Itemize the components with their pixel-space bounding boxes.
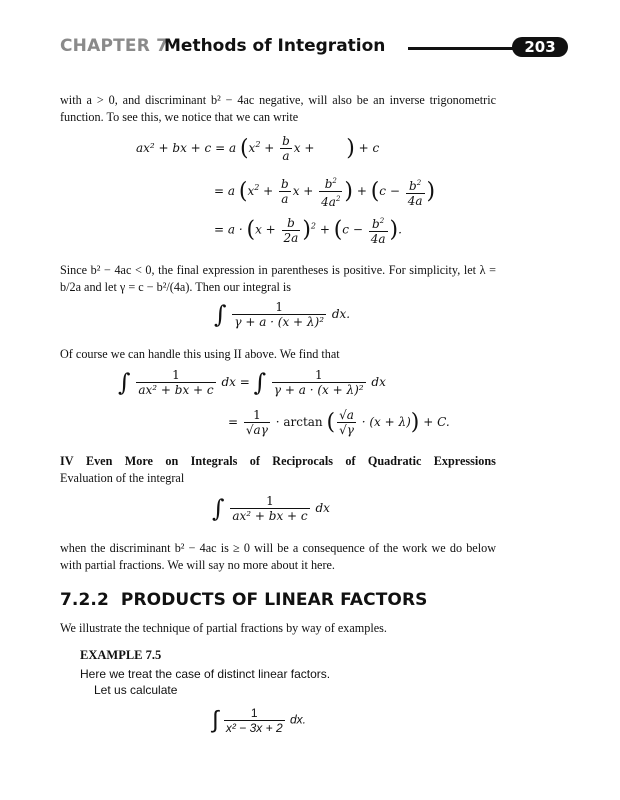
equation-integral-3: ∫ $\frac{1}{\text{ax² + bx + c}}$ dx <box>212 494 330 523</box>
subsection-heading: IV Even More on Integrals of Reciprocals of Quadratic Expressions <box>60 454 496 468</box>
example-label: EXAMPLE 7.5 <box>80 648 162 662</box>
paragraph-6: We illustrate the technique of partial fractions by way of examples. <box>60 621 387 635</box>
equation-integral-2: ∫ $\frac{1}{\text{ax² + bx + c}}$ dx = ∫ $\frac{1}{\text{γ + a · (x + λ)²}}$ dx <box>118 368 386 397</box>
eq1-tail: + c <box>358 141 380 155</box>
equation-line-3: = a · (x + $\frac{b}{2a}$ )$^2$ + (c − $\frac{b^2}{4a}$ ). <box>214 215 402 246</box>
paragraph-4: Evaluation of the integral <box>60 471 185 485</box>
section-heading: 7.2.2 PRODUCTS OF LINEAR FACTORS <box>60 590 428 610</box>
paragraph-2: Since b² − 4ac < 0, the final expression in parentheses is positive. For simplicity, let λ = b/2a and let γ = c − b²/(4a). Then our integral is <box>60 263 496 294</box>
paragraph-5: when the discriminant b² − 4ac is ≥ 0 will be a consequence of the work we do below with partial fractions. We will say no more about it here. <box>60 541 496 572</box>
page-number: 203 <box>512 37 568 57</box>
fraction-b-over-a: $\frac{b}{a}$ <box>282 134 290 163</box>
equation-line-1: ax² + bx + c = a ($x^2$ + $\frac{b}{a}$ x + ) + c <box>136 134 380 163</box>
paragraph-3: Of course we can handle this using II above. We find that <box>60 347 340 361</box>
chapter-label: CHAPTER 7 <box>60 36 169 56</box>
chapter-title: Methods of Integration <box>164 36 386 56</box>
eq1-lhs: ax² + bx + c = a <box>136 141 237 155</box>
equation-integral-1: ∫ $\frac{1}{\text{γ + a · (x + λ)²}}$ dx. <box>214 300 351 329</box>
eq3-lead: = a · <box>214 222 243 237</box>
page-header <box>60 36 568 62</box>
equation-arctan: = $\frac{1}{√a\gamma}$ · arctan ( $\frac{√a}{√\gamma}$ · (x + λ)) + C. <box>228 408 450 437</box>
header-rule <box>408 47 528 50</box>
example-line-1: Here we treat the case of distinct linear factors. <box>80 667 331 681</box>
equation-integral-4: ∫ $\frac{1}{\text{x² − 3x + 2}}$ dx. <box>212 706 306 735</box>
equation-line-2: = a ($x^2$ + $\frac{b}{a}$ x + $\frac{b^2}{4a^2}$ ) + (c − $\frac{b^2}{4a}$ ) <box>214 174 435 209</box>
eq2-lead: = a <box>214 184 236 198</box>
paragraph-1: with a > 0, and discriminant b² − 4ac negative, will also be an inverse trigonometric function. To see this, we notice that we can write <box>60 93 496 124</box>
example-line-2: Let us calculate <box>94 683 178 697</box>
